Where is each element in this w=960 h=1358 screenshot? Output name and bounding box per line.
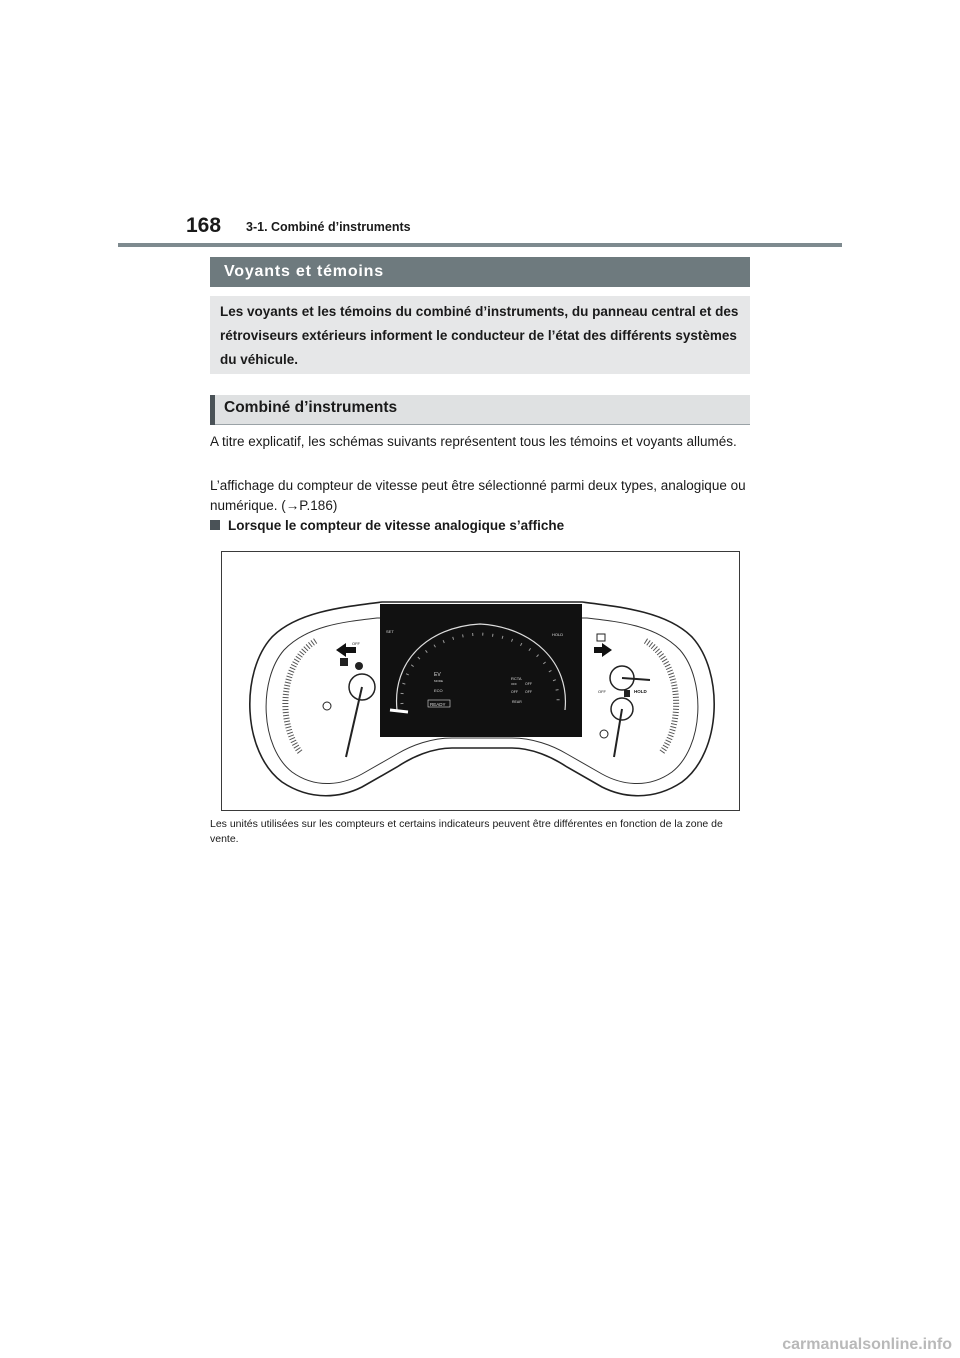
fuel-icon (624, 690, 630, 697)
intro-box: Les voyants et les témoins du combiné d’instruments, du panneau central et des rétroviseurs extérieurs informent le conducteur de l’état des différents systèmes du véhicule. (210, 296, 750, 374)
label-off-a: OFF (511, 690, 518, 694)
right-brake-icon (597, 634, 605, 641)
label-ev-mode: MODE (434, 679, 443, 683)
label-rcta: RCTA (511, 676, 522, 681)
label-ready: READY (430, 702, 446, 707)
label-set: SET (386, 629, 394, 634)
instrument-cluster-figure (221, 551, 740, 811)
watermark: carmanualsonline.info (782, 1336, 952, 1353)
body-paragraph-1: A titre explicatif, les schémas suivants représentent tous les témoins et voyants allumés. (210, 434, 737, 449)
bullet-heading (210, 518, 564, 533)
label-ev: EV (434, 672, 441, 678)
right-gauge-scale (644, 640, 676, 752)
subsection-title: Combiné d’instruments (224, 399, 398, 416)
small-indicator-circle (600, 730, 608, 738)
page-number: 168 (186, 214, 222, 237)
figure-caption: Les unités utilisées sur les compteurs et certains indicateurs peuvent être différentes en fonction de la zone de vente. (210, 818, 723, 845)
heading-accent-bar (210, 395, 215, 425)
headlight-icon (355, 662, 363, 670)
bullet-heading-text: Lorsque le compteur de vitesse analogique s’affiche (228, 518, 565, 533)
brake-icon (323, 702, 331, 710)
label-hold-right: HOLD (634, 689, 647, 694)
speedometer-needle (390, 710, 408, 712)
label-off-b: OFF (525, 682, 532, 686)
label-rear: REAR (512, 700, 522, 704)
label-eco: ECO (434, 688, 443, 693)
left-gauge-scale (285, 640, 317, 752)
body-paragraph-2: L’affichage du compteur de vitesse peut être sélectionné parmi deux types, analogique ou numérique. (→P.186) (210, 478, 746, 513)
bullet-square-icon (210, 520, 220, 530)
section-title: 3-1. Combiné d’instruments (246, 220, 411, 234)
subsection-heading (210, 395, 750, 425)
instrument-cluster-illustration (222, 552, 739, 810)
section-banner: Voyants et témoins (210, 257, 750, 287)
label-off-right: OFF (598, 689, 606, 694)
left-warning-icon (340, 658, 348, 666)
right-turn-arrow-icon (594, 643, 612, 657)
label-hold-top: HOLD (552, 632, 564, 637)
header-divider (118, 243, 842, 247)
label-off-c: OFF (525, 690, 532, 694)
label-rcta-off: OFF (511, 682, 517, 686)
label-off-left: OFF (352, 641, 360, 646)
